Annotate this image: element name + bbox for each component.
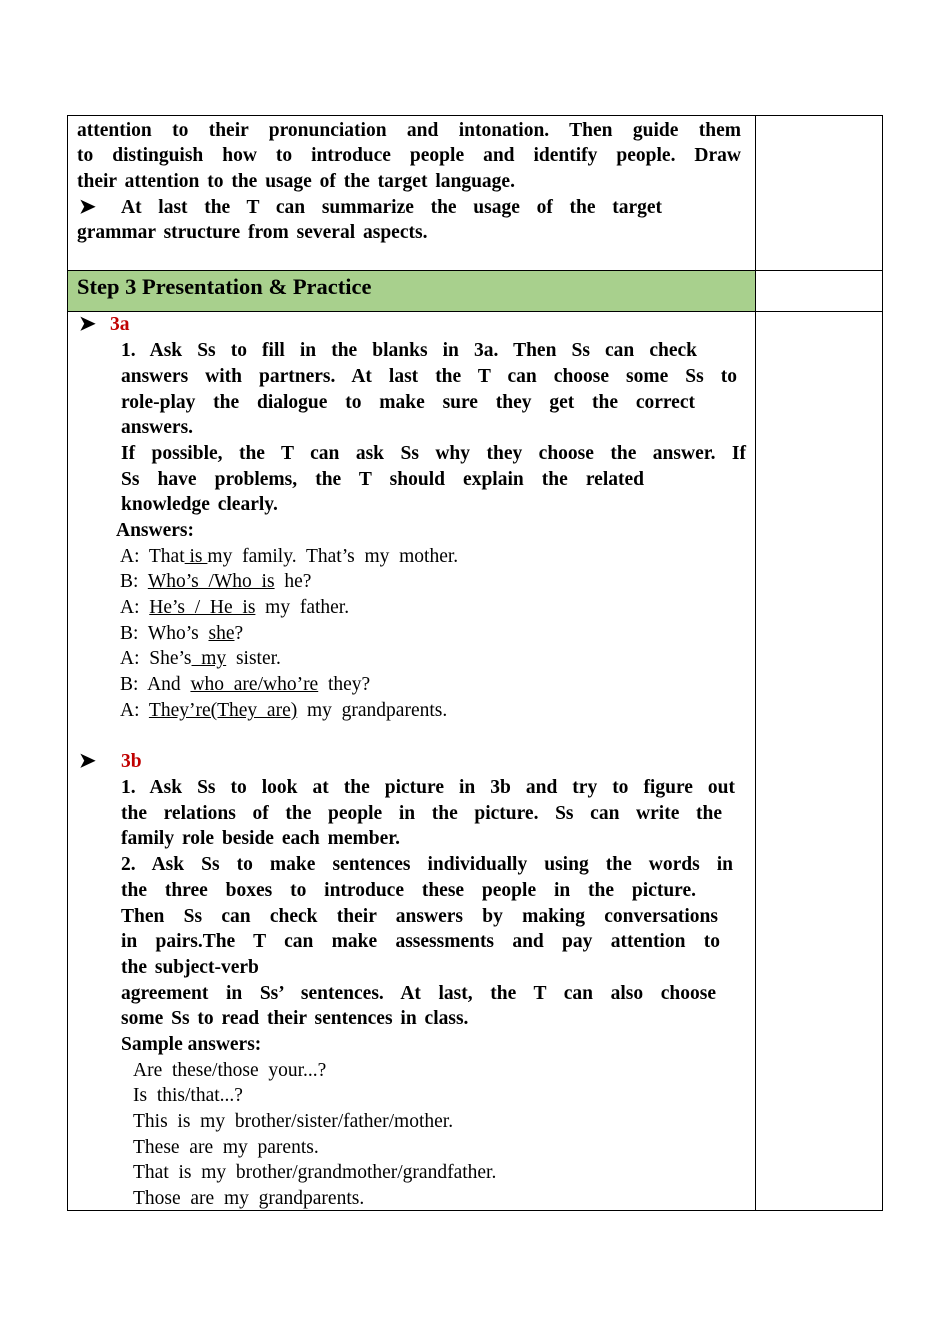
s3b-line-3: family role beside each member.: [121, 828, 400, 849]
section-label-3a: 3a: [110, 314, 130, 335]
s3a-line-7: knowledge clearly.: [121, 494, 278, 515]
s3b-line-2: the relations of the people in the picture. Ss can write the: [121, 803, 722, 824]
s3b-line-7: in pairs.The T can make assessments and pay attention to: [121, 931, 720, 952]
s3b-line-10: some Ss to read their sentences in class.: [121, 1008, 469, 1029]
s3a-line-5: If possible, the T can ask Ss why they choose the answer. If: [121, 443, 746, 464]
sample-answer: That is my brother/grandmother/grandfather.: [133, 1162, 497, 1183]
sample-answers-label: Sample answers:: [121, 1034, 262, 1055]
s3a-line-1: 1. Ask Ss to fill in the blanks in 3a. Then Ss can check: [121, 340, 697, 361]
top-cell-line-1: attention to their pronunciation and intonation. Then guide them: [77, 120, 741, 141]
sample-answer: These are my parents.: [133, 1137, 319, 1158]
s3b-line-1: 1. Ask Ss to look at the picture in 3b and try to figure out: [121, 777, 735, 798]
s3a-line-6: Ss have problems, the T should explain the related: [121, 469, 644, 490]
top-cell-line-4: At last the T can summarize the usage of the target: [121, 197, 662, 218]
s3b-line-5: the three boxes to introduce these people in the picture.: [121, 880, 696, 901]
s3b-line-8: the subject-verb: [121, 957, 259, 978]
bullet-arrow-icon: ➤: [79, 750, 96, 772]
s3b-line-9: agreement in Ss’ sentences. At last, the T can also choose: [121, 983, 716, 1004]
sample-answer: Are these/those your...?: [133, 1060, 327, 1081]
dialogue-line: A: He’s / He is my father.: [120, 597, 350, 618]
dialogue-line: A: They’re(They are) my grandparents.: [120, 700, 448, 721]
s3a-line-2: answers with partners. At last the T can choose some Ss to: [121, 366, 737, 387]
dialogue-line: A: She’s my sister.: [120, 648, 281, 669]
bullet-arrow-icon: ➤: [79, 196, 96, 218]
column-divider: [755, 116, 756, 1210]
sample-answer: Is this/that...?: [133, 1085, 243, 1106]
s3b-line-6: Then Ss can check their answers by making conversations: [121, 906, 718, 927]
sample-answer: This is my brother/sister/father/mother.: [133, 1111, 454, 1132]
s3a-line-4: answers.: [121, 417, 194, 438]
dialogue-line: B: And who are/who’re they?: [120, 674, 371, 695]
s3b-line-4: 2. Ask Ss to make sentences individually using the words in: [121, 854, 733, 875]
bullet-arrow-icon: ➤: [79, 313, 96, 335]
section-label-3b: 3b: [121, 751, 142, 772]
row-divider-2: [68, 311, 882, 312]
row-divider-1: [68, 270, 882, 271]
top-cell-line-5: grammar structure from several aspects.: [77, 222, 428, 243]
step-header-title: Step 3 Presentation & Practice: [77, 274, 372, 299]
sample-answer: Those are my grandparents.: [133, 1188, 365, 1209]
dialogue-line: B: Who’s she?: [120, 623, 244, 644]
dialogue-line: A: That is my family. That’s my mother.: [120, 546, 459, 567]
dialogue-line: B: Who’s /Who is he?: [120, 571, 312, 592]
s3a-line-3: role-play the dialogue to make sure they get the correct: [121, 392, 695, 413]
top-cell-line-2: to distinguish how to introduce people and identify people. Draw: [77, 145, 741, 166]
top-cell-line-3: their attention to the usage of the target language.: [77, 171, 515, 192]
answers-label: Answers:: [116, 520, 194, 541]
